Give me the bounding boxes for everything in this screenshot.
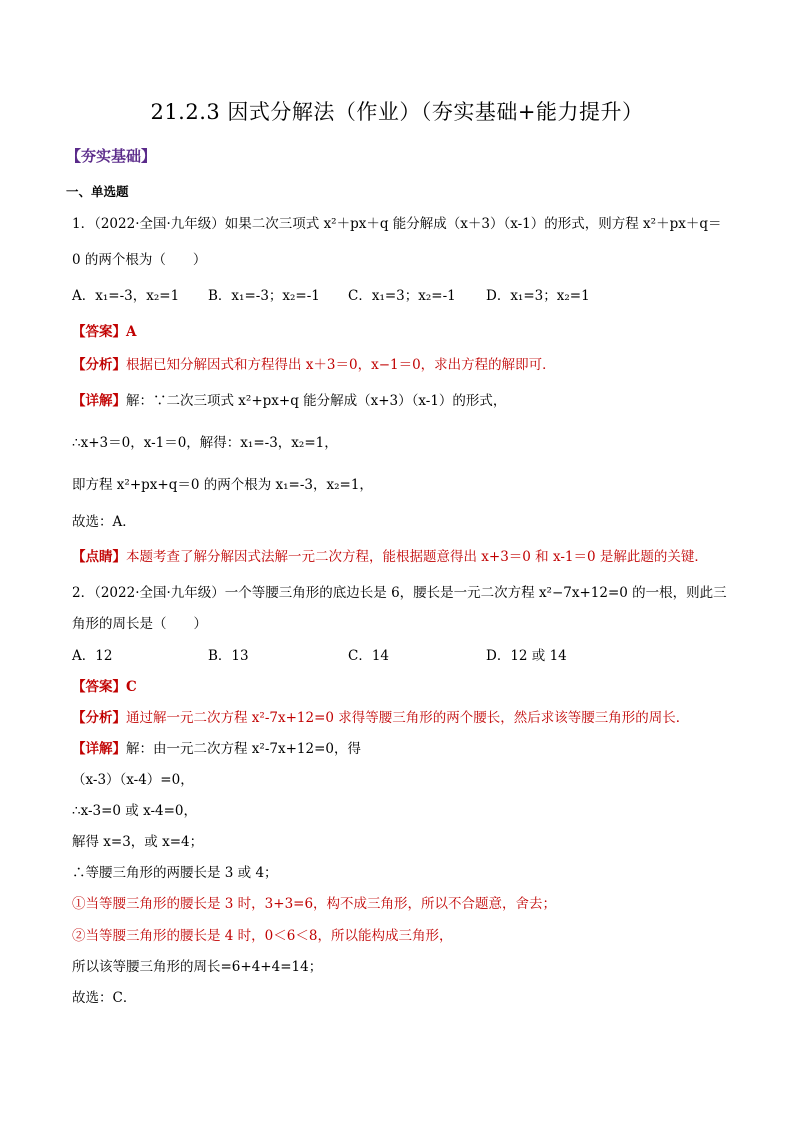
q2-analysis: [72, 706, 689, 726]
q2-analysis-tag: 【分析】: [72, 710, 126, 726]
q2-detail-tag: 【详解】: [72, 741, 126, 757]
q2-option-d: D．12 或 14: [486, 648, 567, 664]
q2-option-c: C．14: [348, 648, 390, 664]
q2-option-b: B．13: [208, 648, 249, 664]
q2-detail-line8: 所以该等腰三角形的周长=6+4+4=14；: [72, 959, 323, 975]
q2-detail-line4: 解得 x=3，或 x=4；: [72, 834, 204, 850]
q1-option-b: B．x₁=-3；x₂=-1: [208, 288, 320, 304]
q1-option-a: A．x₁=-3，x₂=1: [72, 288, 180, 304]
q1-analysis-text: 根据已知分解因式和方程得出 x＋3＝0，x−1＝0，求出方程的解即可．: [126, 357, 556, 373]
q1-detail-tag: 【详解】: [72, 393, 126, 409]
q2-detail-line9: 故选：C．: [72, 990, 137, 1006]
q2-detail-line5: ∴等腰三角形的两腰长是 3 或 4；: [72, 865, 278, 881]
q2-detail-line6: ①当等腰三角形的腰长是 3 时，3+3=6，构不成三角形，所以不合题意，舍去；: [72, 896, 557, 912]
page-title: 21.2.3 因式分解法（作业）（夯实基础+能力提升）: [150, 100, 644, 124]
q1-answer: 【答案】A: [72, 324, 137, 340]
q1-detail-text: 解：∵二次三项式 x²+px+q 能分解成（x+3）（x-1）的形式，: [126, 393, 507, 409]
q1-detail-line4: 故选：A．: [72, 514, 136, 530]
q2-stem-line2: 角形的周长是（ ）: [72, 616, 207, 632]
q1-stem-line1: 1．（2022·全国·九年级）如果二次三项式 x²＋px＋q 能分解成（x＋3）（x-1）的形式，则方程 x²＋px＋q＝: [72, 216, 722, 232]
q1-option-d: D．x₁=3；x₂=1: [486, 288, 590, 304]
q2-detail-line3: ∴x-3=0 或 x-4=0，: [72, 803, 198, 819]
q2-analysis-text: 通过解一元二次方程 x²-7x+12=0 求得等腰三角形的两个腰长，然后求该等腰三角形的周长．: [126, 710, 690, 726]
q2-detail-line7: ②当等腰三角形的腰长是 4 时，0＜6＜8，所以能构成三角形，: [72, 928, 453, 944]
q2-stem-line1: 2．（2022·全国·九年级）一个等腰三角形的底边长是 6，腰长是一元二次方程 x²−7x+12=0 的一根，则此三: [72, 585, 727, 601]
q1-comment: [72, 545, 708, 565]
q1-detail-line3: 即方程 x²+px+q＝0 的两个根为 x₁=-3，x₂=1，: [72, 477, 373, 493]
q2-answer: 【答案】C: [72, 679, 137, 695]
q2-detail-line1: [72, 737, 361, 757]
q1-detail-line2: ∴x+3＝0，x-1＝0，解得：x₁=-3，x₂=1，: [72, 435, 338, 451]
q1-detail-line1: [72, 389, 506, 409]
question-type-heading: 一、单选题: [66, 184, 129, 199]
q1-comment-text: 本题考查了解分解因式法解一元二次方程，能根据题意得出 x+3＝0 和 x-1＝0 是解此题的关键．: [126, 549, 708, 565]
q1-option-c: C．x₁=3；x₂=-1: [348, 288, 456, 304]
q1-analysis-tag: 【分析】: [72, 357, 126, 373]
q2-detail-text: 解：由一元二次方程 x²-7x+12=0，得: [126, 741, 361, 757]
section-heading: 【夯实基础】: [66, 147, 157, 165]
q1-comment-tag: 【点睛】: [72, 549, 126, 565]
q2-option-a: A．12: [72, 648, 113, 664]
q2-detail-line2: （x-3）（x-4）=0，: [72, 772, 194, 788]
q1-analysis: [72, 353, 556, 373]
q1-stem-line2: 0 的两个根为（ ）: [72, 252, 207, 268]
